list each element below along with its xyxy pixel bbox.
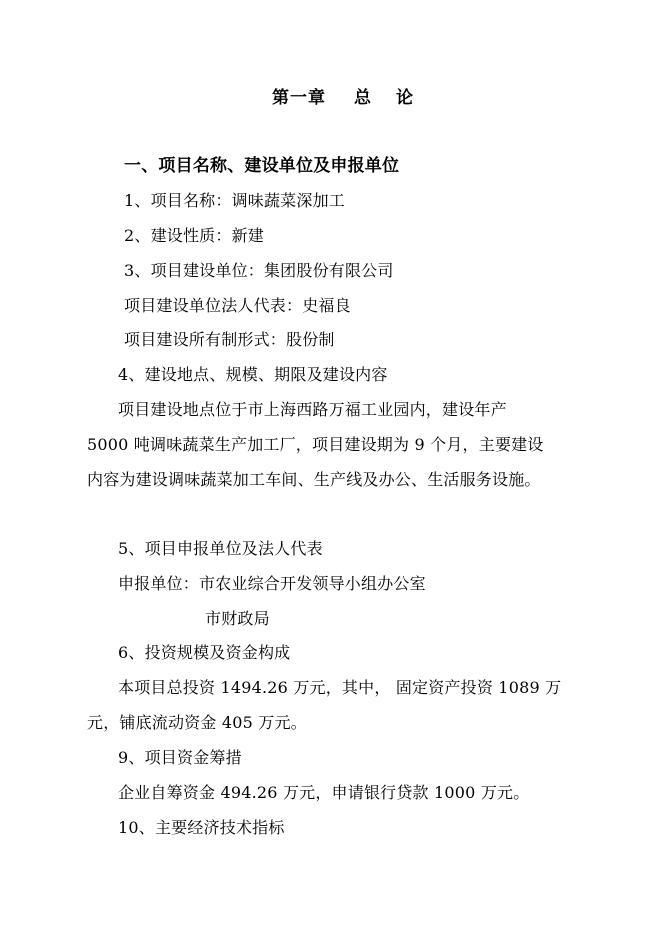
item-project-name: 1、项目名称：调味蔬菜深加工 [124,191,345,210]
item-economic-indicators: 10、主要经济技术指标 [118,818,285,837]
ownership-form: 项目建设所有制形式：股份制 [124,330,335,349]
item-construction-nature: 2、建设性质：新建 [124,226,264,245]
chapter-title-word-1: 总 [354,88,372,108]
legal-representative: 项目建设单位法人代表：史福良 [124,296,351,315]
section-heading-1: 一、项目名称、建设单位及申报单位 [124,156,400,176]
item-location-scale: 4、建设地点、规模、期限及建设内容 [118,365,388,384]
paragraph-investment-line-1: 本项目总投资 1494.26 万元，其中， 固定资产投资 1089 万 [118,678,562,697]
item-applicant-unit: 5、项目申报单位及法人代表 [118,539,323,558]
paragraph-location-line-3: 内容为建设调味蔬菜加工车间、生产线及办公、生活服务设施。 [87,470,541,489]
applicant-line-1: 申报单位：市农业综合开发领导小组办公室 [118,574,426,593]
chapter-title [272,88,414,108]
applicant-line-2: 市财政局 [205,609,270,628]
chapter-title-word-2: 论 [396,88,414,108]
item-investment-scale: 6、投资规模及资金构成 [118,643,291,662]
paragraph-location-line-2: 5000 吨调味蔬菜生产加工厂，项目建设期为 9 个月，主要建设 [87,435,544,454]
paragraph-investment-line-2: 元，铺底流动资金 405 万元。 [87,713,307,732]
item-funding: 9、项目资金筹措 [118,748,242,767]
paragraph-location-line-1: 项目建设地点位于市上海西路万福工业园内，建设年产 [118,400,507,419]
item-construction-unit: 3、项目建设单位：集团股份有限公司 [124,261,394,280]
chapter-title-number: 第一章 [272,88,326,108]
paragraph-funding-line-1: 企业自筹资金 494.26 万元，申请银行贷款 1000 万元。 [118,783,530,802]
